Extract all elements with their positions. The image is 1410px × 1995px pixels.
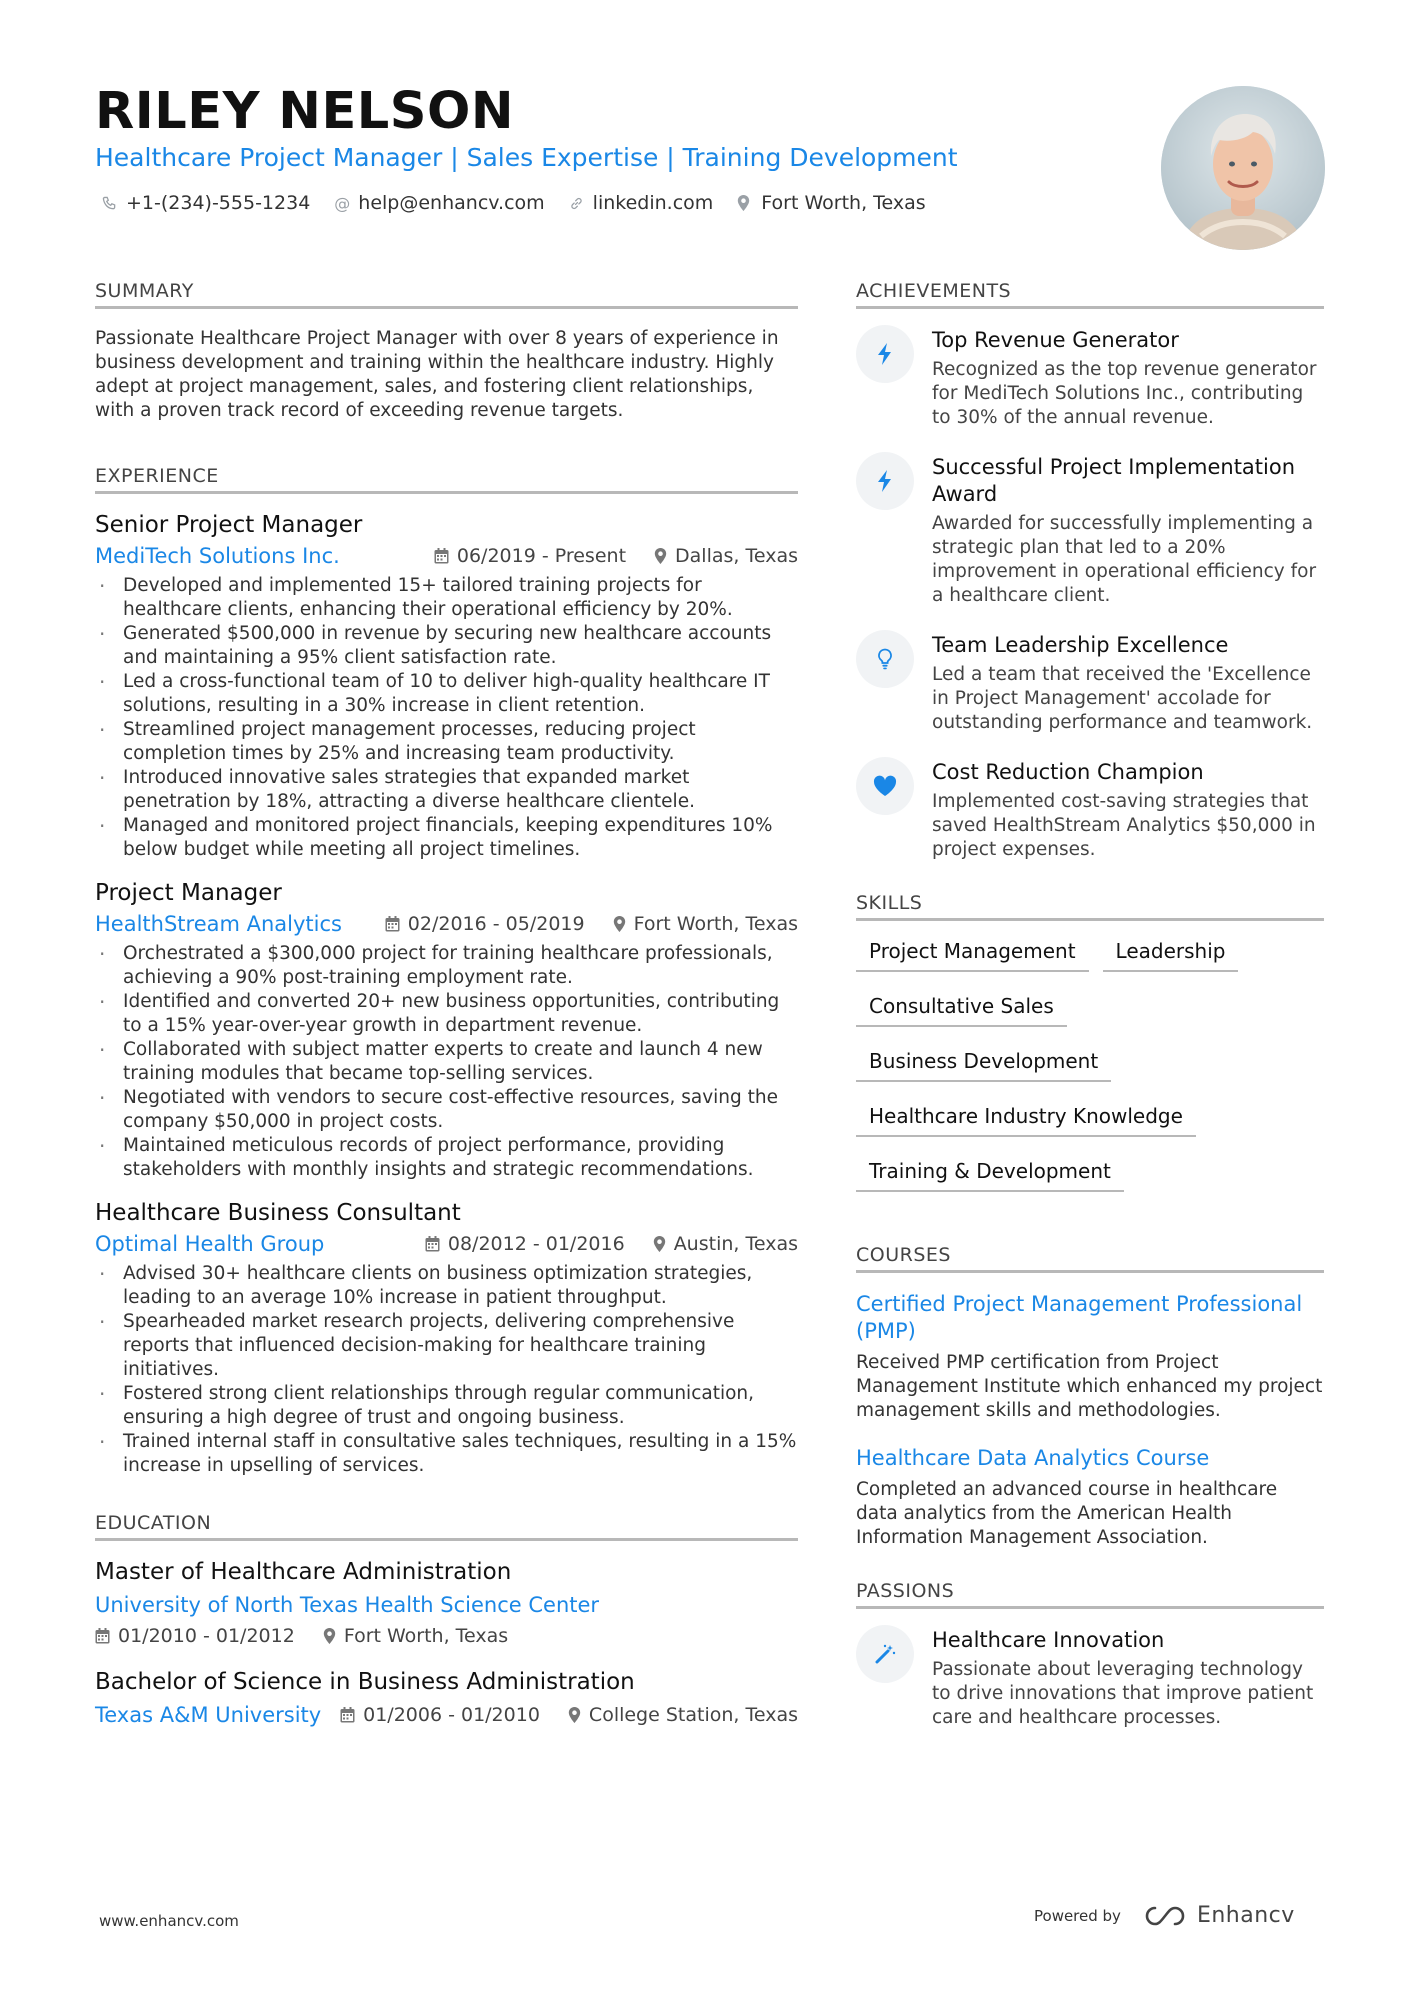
contact-location bbox=[737, 192, 925, 214]
achievement-description: Recognized as the top revenue generator for MediTech Solutions Inc., contributing to 30% of the annual revenue. bbox=[932, 359, 1317, 428]
skill-tag: Consultative Sales bbox=[856, 994, 1067, 1027]
skill-tag: Training & Development bbox=[856, 1159, 1124, 1192]
job-title: Senior Project Manager bbox=[95, 512, 363, 538]
school-name: Texas A&M University bbox=[95, 1703, 322, 1727]
achievements-heading: ACHIEVEMENTS bbox=[856, 280, 1324, 309]
powered-by-text: Powered by bbox=[1034, 1906, 1121, 1925]
course-description: Received PMP certification from Project Management Institute which enhanced my project management skills and methodologies. bbox=[856, 1352, 1323, 1421]
experience-section bbox=[95, 465, 798, 1478]
location-pin-icon bbox=[737, 195, 753, 211]
skills-section bbox=[856, 892, 1324, 1192]
education-entry bbox=[95, 1669, 798, 1727]
bullet-item: · Generated $500,000 in revenue by securing new healthcare accounts and maintaining a 95% client satisfaction rate. bbox=[95, 622, 798, 670]
achievement-description: Implemented cost-saving strategies that saved HealthStream Analytics $50,000 in project expenses. bbox=[932, 791, 1316, 860]
email-text: help@enhancv.com bbox=[358, 192, 545, 214]
phone-text: +1-(234)-555-1234 bbox=[126, 192, 311, 214]
right-column bbox=[856, 280, 1324, 1754]
contact-phone[interactable] bbox=[102, 192, 310, 214]
skill-tag: Business Development bbox=[856, 1049, 1111, 1082]
location-pin-icon bbox=[654, 548, 667, 564]
education-heading: EDUCATION bbox=[95, 1512, 798, 1541]
achievement-item bbox=[856, 454, 1324, 608]
contact-bar bbox=[102, 192, 926, 214]
footer-branding bbox=[1034, 1903, 1295, 1928]
education-location: College Station, Texas bbox=[568, 1704, 798, 1726]
job-bullets bbox=[95, 1262, 798, 1478]
job-entry bbox=[95, 880, 798, 1182]
passion-description: Passionate about leveraging technology to drive innovations that improve patient care and healthcare processes. bbox=[932, 1659, 1314, 1728]
achievement-description: Led a team that received the 'Excellence in Project Management' accolade for outstanding performance and teamwork. bbox=[932, 664, 1313, 733]
achievement-title: Cost Reduction Champion bbox=[932, 760, 1204, 784]
lightbulb-icon bbox=[856, 630, 914, 688]
education-entry bbox=[95, 1559, 798, 1647]
job-bullets bbox=[95, 942, 798, 1182]
job-dates: 02/2016 - 05/2019 bbox=[385, 913, 585, 935]
bullet-item: · Led a cross-functional team of 10 to deliver high-quality healthcare IT solutions, resulting in a 30% increase in client retention. bbox=[95, 670, 798, 718]
education-location: Fort Worth, Texas bbox=[323, 1625, 508, 1647]
job-bullets bbox=[95, 574, 798, 862]
job-location: Dallas, Texas bbox=[654, 545, 798, 567]
job-location: Fort Worth, Texas bbox=[613, 913, 798, 935]
bullet-item: · Managed and monitored project financials, keeping expenditures 10% below budget while meeting all project timelines. bbox=[95, 814, 798, 862]
headline: Healthcare Project Manager | Sales Expertise | Training Development bbox=[95, 143, 958, 172]
contact-linkedin[interactable] bbox=[569, 192, 714, 214]
passion-item bbox=[856, 1627, 1324, 1730]
linkedin-text: linkedin.com bbox=[592, 192, 714, 214]
bullet-item: · Negotiated with vendors to secure cost-effective resources, saving the company $50,000 in project costs. bbox=[95, 1086, 798, 1134]
summary-section bbox=[95, 280, 798, 423]
achievement-description: Awarded for successfully implementing a strategic plan that led to a 20% improvement in operational efficiency for a healthcare client. bbox=[932, 513, 1317, 606]
lightning-icon bbox=[856, 325, 914, 383]
bullet-item: · Advised 30+ healthcare clients on business optimization strategies, leading to an average 10% increase in patient throughput. bbox=[95, 1262, 798, 1310]
education-dates: 01/2006 - 01/2010 bbox=[340, 1704, 540, 1726]
achievement-item bbox=[856, 759, 1324, 862]
calendar-icon bbox=[95, 1628, 110, 1644]
summary-heading: SUMMARY bbox=[95, 280, 798, 309]
passion-title: Healthcare Innovation bbox=[932, 1628, 1165, 1652]
skill-tag: Leadership bbox=[1103, 939, 1239, 972]
job-dates: 06/2019 - Present bbox=[434, 545, 626, 567]
course-description: Completed an advanced course in healthcare data analytics from the American Health Information Management Association. bbox=[856, 1479, 1278, 1548]
bullet-item: · Introduced innovative sales strategies that expanded market penetration by 18%, attracting a diverse healthcare clientele. bbox=[95, 766, 798, 814]
bullet-item: · Trained internal staff in consultative sales techniques, resulting in a 15% increase in upselling of services. bbox=[95, 1430, 798, 1478]
achievement-title: Successful Project Implementation Award bbox=[932, 455, 1296, 506]
enhancv-logo-icon bbox=[1143, 1904, 1189, 1928]
achievements-section bbox=[856, 280, 1324, 862]
left-column bbox=[95, 280, 798, 1749]
job-location: Austin, Texas bbox=[653, 1233, 798, 1255]
location-pin-icon bbox=[613, 916, 626, 932]
passions-section bbox=[856, 1580, 1324, 1730]
bullet-item: · Spearheaded market research projects, delivering comprehensive reports that influenced decision-making for healthcare training initiatives. bbox=[95, 1310, 798, 1382]
bullet-item: · Identified and converted 20+ new business opportunities, contributing to a 15% year-over-year growth in department revenue. bbox=[95, 990, 798, 1038]
bullet-item: · Developed and implemented 15+ tailored training projects for healthcare clients, enhancing their operational efficiency by 20%. bbox=[95, 574, 798, 622]
calendar-icon bbox=[340, 1707, 355, 1723]
bullet-item: · Orchestrated a $300,000 project for training healthcare professionals, achieving a 90% post-training employment rate. bbox=[95, 942, 798, 990]
passions-heading: PASSIONS bbox=[856, 1580, 1324, 1609]
course-item bbox=[856, 1291, 1324, 1423]
bullet-item: · Fostered strong client relationships through regular communication, ensuring a high degree of trust and ongoing business. bbox=[95, 1382, 798, 1430]
candidate-name: RILEY NELSON bbox=[95, 82, 515, 141]
job-entry bbox=[95, 512, 798, 862]
location-pin-icon bbox=[653, 1236, 666, 1252]
degree-title: Master of Healthcare Administration bbox=[95, 1559, 512, 1585]
skills-list bbox=[856, 939, 1324, 1192]
magic-wand-icon bbox=[856, 1625, 914, 1683]
enhancv-logo[interactable] bbox=[1143, 1903, 1295, 1928]
summary-text: Passionate Healthcare Project Manager with over 8 years of experience in business development and training within the healthcare industry. Highly adept at project management, sales, and fostering client relationships, with a proven track record of exceeding revenue targets. bbox=[95, 328, 779, 421]
degree-title: Bachelor of Science in Business Administration bbox=[95, 1669, 635, 1695]
education-section bbox=[95, 1512, 798, 1727]
bullet-item: · Streamlined project management processes, reducing project completion times by 25% and increasing team productivity. bbox=[95, 718, 798, 766]
experience-heading: EXPERIENCE bbox=[95, 465, 798, 494]
skill-tag: Project Management bbox=[856, 939, 1089, 972]
bullet-item: · Maintained meticulous records of project performance, providing stakeholders with monthly insights and strategic recommendations. bbox=[95, 1134, 798, 1182]
skills-heading: SKILLS bbox=[856, 892, 1324, 921]
achievement-item bbox=[856, 632, 1324, 735]
calendar-icon bbox=[385, 916, 400, 932]
school-name: University of North Texas Health Science Center bbox=[95, 1593, 600, 1617]
at-icon: @ bbox=[334, 193, 351, 213]
brand-name: Enhancv bbox=[1196, 1903, 1295, 1928]
job-title: Project Manager bbox=[95, 880, 282, 906]
location-pin-icon bbox=[568, 1707, 581, 1723]
calendar-icon bbox=[434, 548, 449, 564]
achievement-item bbox=[856, 327, 1324, 430]
job-entry bbox=[95, 1200, 798, 1478]
job-dates: 08/2012 - 01/2016 bbox=[425, 1233, 625, 1255]
contact-email[interactable] bbox=[334, 192, 544, 214]
company-name: HealthStream Analytics bbox=[95, 912, 342, 936]
course-item bbox=[856, 1445, 1324, 1550]
courses-section bbox=[856, 1244, 1324, 1550]
phone-icon bbox=[102, 196, 118, 211]
achievement-title: Top Revenue Generator bbox=[932, 328, 1179, 352]
company-name: Optimal Health Group bbox=[95, 1232, 325, 1256]
heart-icon bbox=[856, 757, 914, 815]
course-title[interactable]: Certified Project Management Professional (PMP) bbox=[856, 1292, 1303, 1343]
course-title[interactable]: Healthcare Data Analytics Course bbox=[856, 1446, 1210, 1470]
location-pin-icon bbox=[323, 1628, 336, 1644]
location-text: Fort Worth, Texas bbox=[761, 192, 926, 214]
footer-website[interactable]: www.enhancv.com bbox=[99, 1912, 239, 1930]
job-title: Healthcare Business Consultant bbox=[95, 1200, 461, 1226]
calendar-icon bbox=[425, 1236, 440, 1252]
achievement-title: Team Leadership Excellence bbox=[932, 633, 1229, 657]
skill-tag: Healthcare Industry Knowledge bbox=[856, 1104, 1196, 1137]
education-dates: 01/2010 - 01/2012 bbox=[95, 1625, 295, 1647]
profile-photo bbox=[1161, 86, 1325, 250]
link-icon bbox=[569, 196, 585, 211]
bullet-item: · Collaborated with subject matter experts to create and launch 4 new training modules that became top-selling services. bbox=[95, 1038, 798, 1086]
company-name: MediTech Solutions Inc. bbox=[95, 544, 340, 568]
courses-heading: COURSES bbox=[856, 1244, 1324, 1273]
lightning-icon bbox=[856, 452, 914, 510]
